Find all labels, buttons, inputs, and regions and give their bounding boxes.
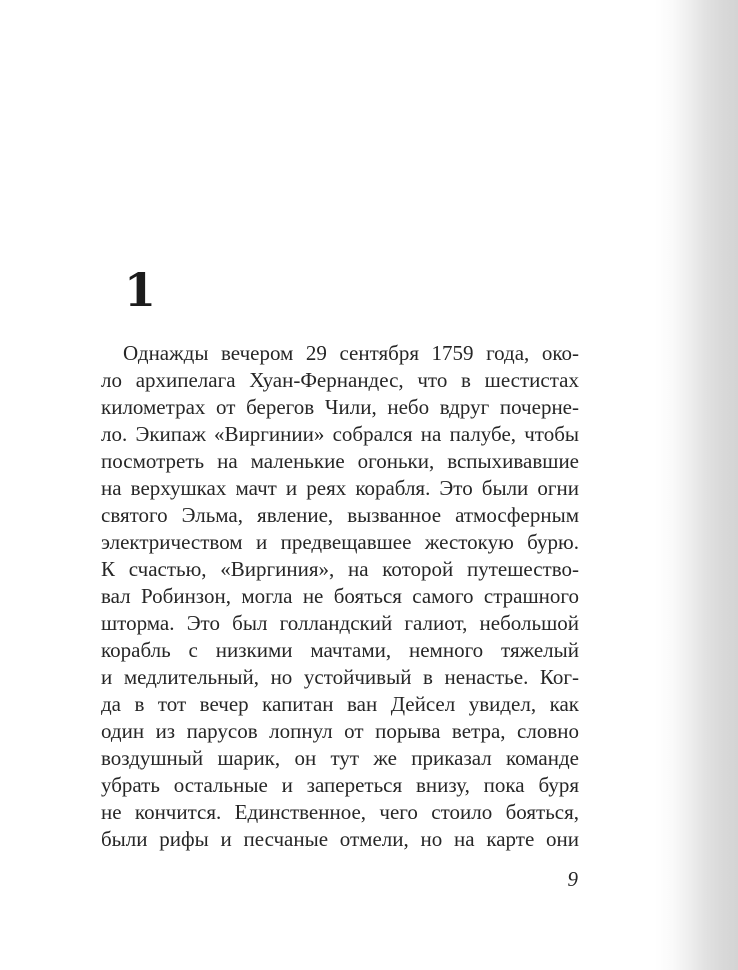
text-line: ло архипелага Хуан-Фернандес, что в шестистах (101, 368, 579, 392)
text-line: посмотреть на маленькие огоньки, вспыхивавшие (101, 449, 579, 473)
text-line: да в тот вечер капитан ван Дейсел увидел, как (101, 692, 579, 716)
body-text (101, 340, 579, 853)
text-line: один из парусов лопнул от порыва ветра, словно (101, 719, 579, 743)
text-line: вал Робинзон, могла не бояться самого страшного (101, 584, 579, 608)
text-line: и медлительный, но устойчивый в ненастье. Ког- (101, 665, 579, 689)
text-line: К счастью, «Виргиния», на которой путешество- (101, 557, 579, 581)
text-line: на верхушках мачт и реях корабля. Это были огни (101, 476, 579, 500)
text-line: километрах от берегов Чили, небо вдруг почерне- (101, 395, 579, 419)
text-line: корабль с низкими мачтами, немного тяжелый (101, 638, 579, 662)
text-line: ло. Экипаж «Виргинии» собрался на палубе, чтобы (101, 422, 579, 446)
page-number: 9 (567, 867, 578, 891)
text-line: святого Эльма, явление, вызванное атмосферным (101, 503, 579, 527)
text-line: воздушный шарик, он тут же приказал команде (101, 746, 579, 770)
text-line: электричеством и предвещавшее жестокую бурю. (101, 530, 579, 554)
text-line: Однажды вечером 29 сентября 1759 года, око- (123, 341, 579, 365)
chapter-number: 1 (124, 263, 157, 317)
text-line: шторма. Это был голландский галиот, небольшой (101, 611, 579, 635)
text-line: не кончится. Единственное, чего стоило бояться, (101, 800, 579, 824)
text-line: были рифы и песчаные отмели, но на карте они (101, 827, 579, 851)
text-line: убрать остальные и запереться внизу, пока буря (101, 773, 579, 797)
